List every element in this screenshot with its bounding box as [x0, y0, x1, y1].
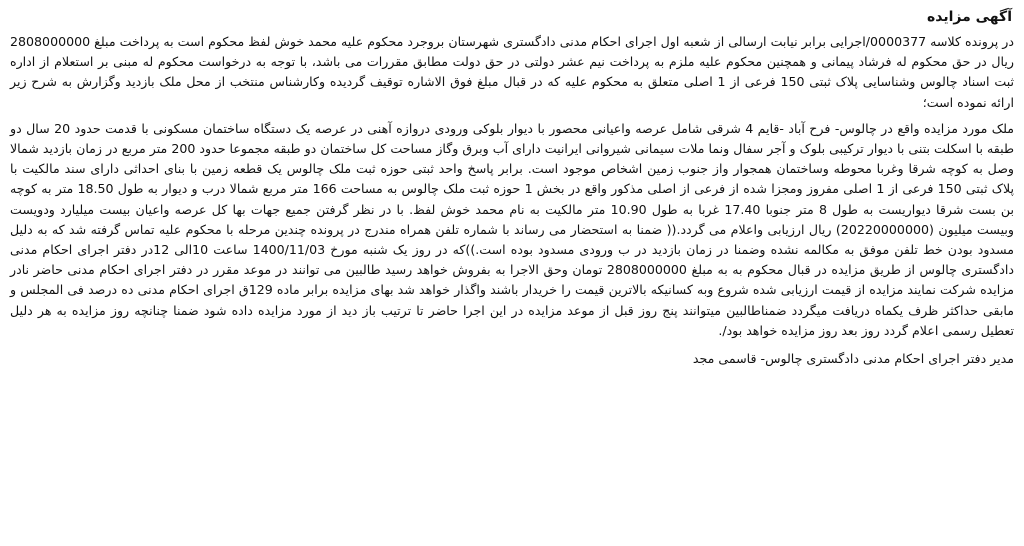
notice-paragraph-case-details: در پرونده کلاسه 0000377/اجرایی برابر نیابت ارسالی از شعبه اول اجرای احکام مدنی دادگستری شهرستان بروجرد محکوم علیه محمد خوش لفظ محکوم است به پرداخت مبلغ 2808000000 ریال در حق محکوم له فرشاد پیمانی و همچنین محکوم علیه ملزم به پرداخت نیم عشر دولتی در حق دولت مطابق مقررات می باشد، با توجه به درخواست محکوم له مبنی بر استعلام از اداره ثبت اسناد چالوس وشناسایی پلاک ثبتی 150 فرعی از 1 اصلی متعلق به محکوم علیه که در قبال مبلغ فوق الاشاره توقیف گردیده وکارشناس منتخب از محل ملک بازدید وگزارش به شرح زیر ارائه نموده است؛ [10, 34, 1015, 110]
notice-title: آگهی مزایده [926, 9, 1012, 25]
notice-signature: مدیر دفتر اجرای احکام مدنی دادگستری چالوس- قاسمی مجد [692, 351, 1014, 367]
notice-paragraph-property-details: ملک مورد مزایده واقع در چالوس- فرح آباد -قایم 4 شرقی شامل عرصه واعیانی محصور با دیوار بلوکی ورودی دروازه آهنی در عرصه یک دستگاه ساختمان مسکونی با قدمت حدود 20 سال دو طبقه با اسکلت بتنی با دیوار ترکیبی بلوک و آجر سفال ونما ملات سیمانی شیروانی ایرانیت دارای آب وبرق وگاز مساحت کل ساختمان دو طبقه مجموعا حدود 200 متر مربع در زمان بازدید شمالا وصل به کوچه شرقا وغربا محوطه وساختمان همجوار واز جنوب زمین اشخاص موجود است. برابر پاسخ واحد ثبتی حوزه ثبت ملک چالوس یک قطعه زمین با بنای احداثی دارای سند مالکیت با پلاک ثبتی 150 فرعی از 1 اصلی مفروز ومجزا شده از فرعی از اصلی مذکور واقع در بخش 1 حوزه ثبت ملک چالوس به مساحت 166 متر مربع شمالا درب و دیوار به طول 18.50 متر به کوچه بن بست شرقا دیواریست به طول 8 متر جنوبا 17.40 غربا به طول 10.90 متر مالکیت به نام محمد خوش لفظ. با در نظر گرفتن جمیع جهات بها کل عرصه واعیان بیست میلیارد ودویست وبیست میلیون (20220000000) ریال ارزیابی واعلام می گردد.(( ضمنا به استحضار می رساند با شماره تلفن همراه مندرج در پرونده چندین مرحله با محکوم علیه تماس گرفته شد که به دلیل مسدود بودن خط تلفن موفق به مکالمه نشده وضمنا در زمان بازدید در ب ورودی مسدود بوده است.))که در روز یک شنبه مورخ 1400/11/03 ساعت 10الی 12در دفتر اجرای احکام مدنی دادگستری چالوس از طریق مزایده در قبال محکوم به به مبلغ 2808000000 تومان وحق الاجرا به بفروش خواهد رسید طالبین می توانند در موعد مقرر در دفتر اجرای احکام مدنی حاضر نادر مزایده شرکت نمایند مزایده از قیمت ارزیابی شده شروع وبه کسانیکه بالاترین قیمت را خریدار باشند واگذار خواهد شد بهای مزایده برابر ماده 129ق اجرای احکام مدنی ده درصد فی المجلس و مابقی حداکثر ظرف یکماه دریافت میگردد ضمناطالبین میتوانند پنج روز قبل از موعد مزایده در این اجرا حاضر تا ترتیب باز دید از مورد مزایده داده شود ضمنا چنانچه روز مزایده به هر دلیل تعطیل رسمی اعلام گردد روز بعد روز مزایده خواهد بود/. [10, 120, 1014, 338]
